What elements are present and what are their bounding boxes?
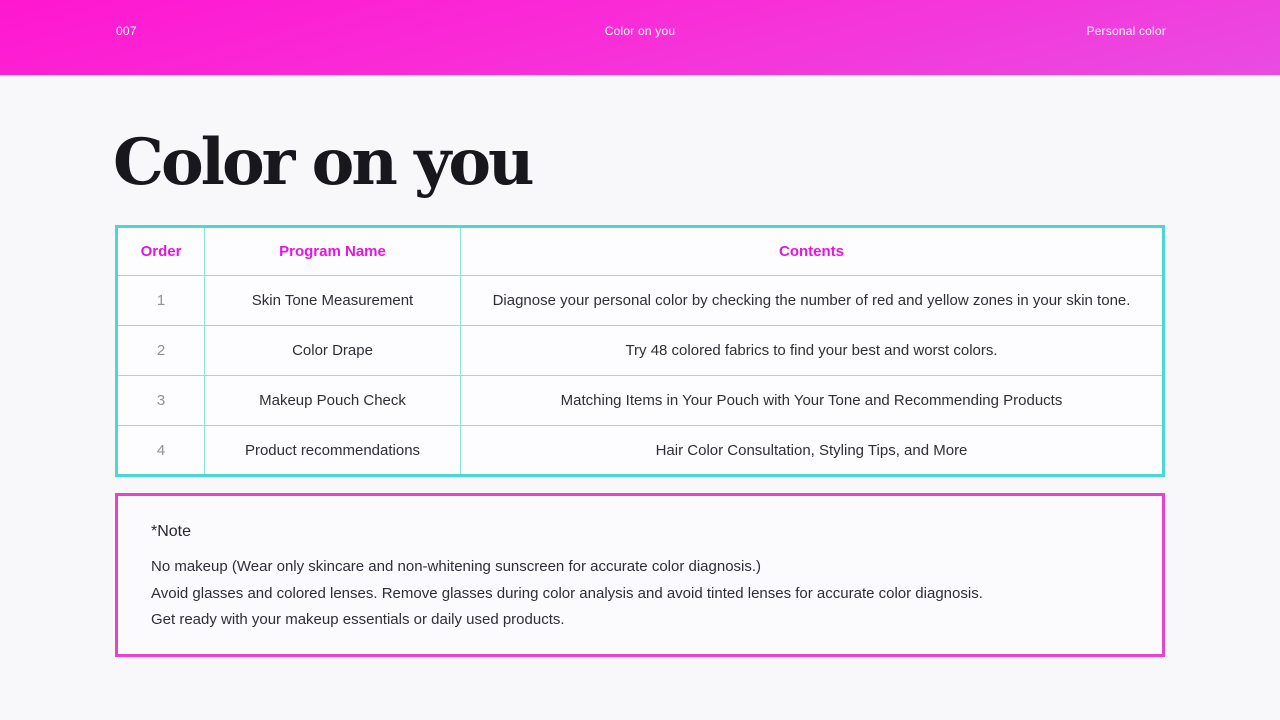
contents-cell: Hair Color Consultation, Styling Tips, and More xyxy=(461,426,1164,476)
order-cell: 3 xyxy=(117,376,205,426)
table-header-contents: Contents xyxy=(461,227,1164,276)
table-row xyxy=(117,426,1164,476)
note-title: *Note xyxy=(151,523,192,540)
page-title: Color on you xyxy=(113,125,532,200)
contents-cell: Diagnose your personal color by checking the number of red and yellow zones in your skin tone. xyxy=(461,276,1164,326)
program-table xyxy=(115,225,1165,477)
program-cell: Skin Tone Measurement xyxy=(205,276,461,326)
note-line: Avoid glasses and colored lenses. Remove glasses during color analysis and avoid tinted lenses for accurate color diagnosis. xyxy=(151,584,983,602)
note-line: Get ready with your makeup essentials or daily used products. xyxy=(151,611,565,628)
table-row xyxy=(117,376,1164,426)
program-cell: Makeup Pouch Check xyxy=(205,376,461,426)
program-cell: Product recommendations xyxy=(205,426,461,476)
contents-cell: Try 48 colored fabrics to find your best and worst colors. xyxy=(461,326,1164,376)
table-header-program: Program Name xyxy=(205,227,461,276)
table-header-order: Order xyxy=(117,227,205,276)
order-cell: 4 xyxy=(117,426,205,476)
header-center-label: Color on you xyxy=(604,24,676,38)
slide-number: 007 xyxy=(116,24,137,38)
header-right-label: Personal color xyxy=(1086,24,1166,38)
table-header-row xyxy=(117,227,1164,276)
program-cell: Color Drape xyxy=(205,326,461,376)
table-row xyxy=(117,276,1164,326)
order-cell: 1 xyxy=(117,276,205,326)
contents-cell: Matching Items in Your Pouch with Your Tone and Recommending Products xyxy=(461,376,1164,426)
note-box xyxy=(115,493,1165,657)
note-line: No makeup (Wear only skincare and non-whitening sunscreen for accurate color diagnosis.) xyxy=(151,558,762,575)
order-cell: 2 xyxy=(117,326,205,376)
table-row xyxy=(117,326,1164,376)
top-bar xyxy=(0,0,1280,75)
